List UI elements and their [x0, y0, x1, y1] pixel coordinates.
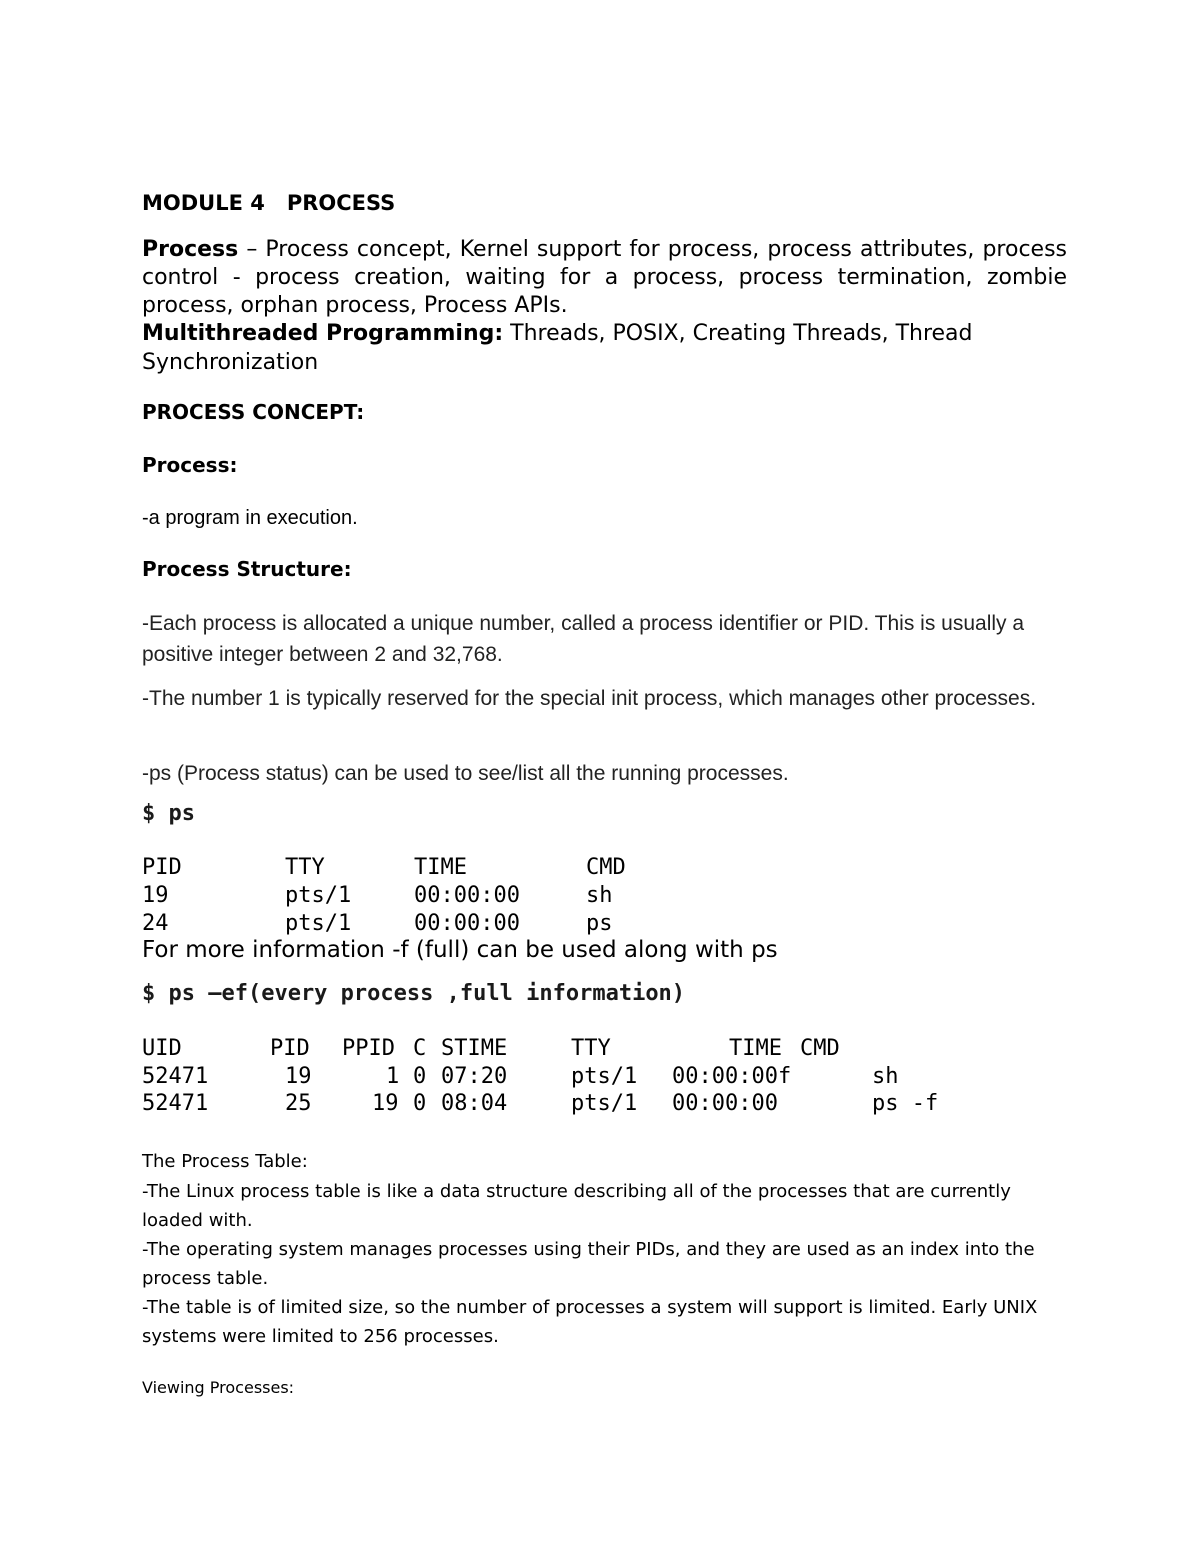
- overview-process-label: Process: [142, 237, 239, 262]
- psef-header-cell: CMD: [800, 1036, 840, 1061]
- structure-point: -Each process is allocated a unique number, called a process identifier or PID. This is usually a positive integer between 2 and 32,768.: [142, 612, 1025, 666]
- psef-header-cell: TTY: [571, 1036, 611, 1061]
- more-info-text: For more information -f (full) can be used along with ps: [142, 937, 778, 963]
- ps-header-cell: CMD: [586, 855, 626, 880]
- ps-cell: 00:00:00: [414, 911, 520, 936]
- overview-process: [142, 236, 1067, 320]
- process-definition: -a program in execution.: [142, 507, 358, 529]
- psef-header-cell: UID: [142, 1036, 182, 1061]
- overview-multithread-label: Multithreaded Programming:: [142, 321, 504, 346]
- ps-cell: ps: [586, 911, 613, 936]
- ps-cell: 00:00:00: [414, 883, 520, 908]
- psef-cell: 19: [285, 1064, 312, 1089]
- module-title: MODULE 4 PROCESS: [142, 191, 396, 215]
- psef-cell: 0: [413, 1091, 427, 1116]
- ps-cell: sh: [586, 883, 613, 908]
- ps-cell: 19: [142, 883, 169, 908]
- psef-cell: sh: [872, 1064, 899, 1089]
- psef-cell: ps -f: [872, 1091, 939, 1116]
- ps-header-cell: TIME: [414, 855, 467, 880]
- psef-header-cell: PPID: [342, 1036, 395, 1061]
- psef-header-cell: STIME: [441, 1036, 508, 1061]
- psef-cell: 08:04: [441, 1091, 508, 1116]
- overview-multithread-text: Threads, POSIX, Creating Threads, Thread Synchronization: [142, 321, 973, 375]
- ps-cell: pts/1: [285, 883, 352, 908]
- overview-multithread: [142, 319, 1067, 377]
- psef-cell: 25: [285, 1091, 312, 1116]
- viewing-processes-heading: Viewing Processes:: [142, 1378, 295, 1397]
- process-table-point: -The operating system manages processes using their PIDs, and they are used as an index into the process table.: [142, 1239, 1035, 1289]
- structure-point: -ps (Process status) can be used to see/list all the running processes.: [142, 762, 789, 785]
- process-table-point: -The table is of limited size, so the number of processes a system will support is limited. Early UNIX systems were limited to 256 processes.: [142, 1297, 1038, 1347]
- process-heading: Process:: [142, 453, 238, 477]
- process-table-heading: The Process Table:: [142, 1151, 308, 1172]
- psef-cell: 19: [372, 1091, 399, 1116]
- psef-cell: 00:00:00: [672, 1091, 778, 1116]
- ps-cell: 24: [142, 911, 169, 936]
- structure-heading: Process Structure:: [142, 557, 352, 581]
- structure-point: -The number 1 is typically reserved for the special init process, which manages other processes.: [142, 687, 1037, 710]
- psef-cell: pts/1: [571, 1091, 638, 1116]
- psef-header-cell: C: [413, 1036, 427, 1061]
- psef-cell: pts/1: [571, 1064, 638, 1089]
- ps-cell: pts/1: [285, 911, 352, 936]
- ps-header-cell: TTY: [285, 855, 325, 880]
- ps-command: $ ps: [142, 801, 195, 826]
- overview-process-text: – Process concept, Kernel support for process, process attributes, process control - process creation, waiting for a process, process termination, zombie process, orphan process, Process APIs.: [142, 237, 1067, 318]
- psef-cell: 07:20: [441, 1064, 508, 1089]
- ps-header-cell: PID: [142, 855, 182, 880]
- process-table-point: -The Linux process table is like a data structure describing all of the processes that are currently loaded with.: [142, 1181, 1011, 1231]
- psef-cell: 0: [413, 1064, 427, 1089]
- psef-cell: 52471: [142, 1064, 209, 1089]
- psef-header-cell: TIME: [729, 1036, 782, 1061]
- psef-cell: 1: [386, 1064, 400, 1089]
- psef-command: $ ps –ef(every process ,full information): [142, 981, 686, 1006]
- psef-cell: 00:00:00f: [672, 1064, 792, 1089]
- psef-header-cell: PID: [270, 1036, 310, 1061]
- psef-cell: 52471: [142, 1091, 209, 1116]
- concept-heading: PROCESS CONCEPT:: [142, 400, 365, 424]
